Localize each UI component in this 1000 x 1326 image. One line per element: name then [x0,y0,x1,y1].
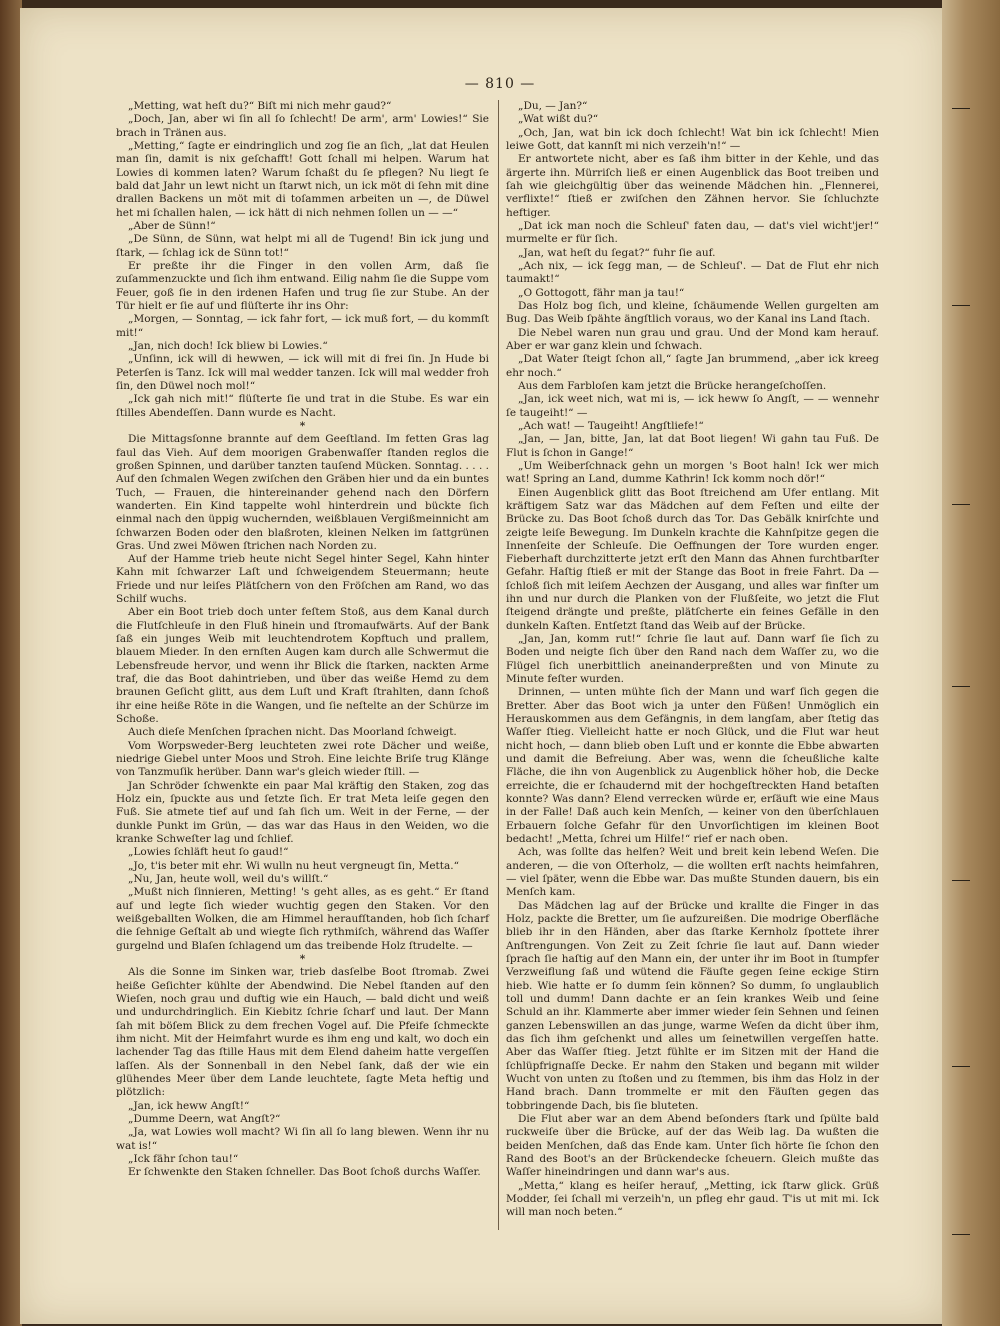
paragraph: „Lowies ſchläft heut ſo gaud!“ [128,846,289,859]
paragraph: Er preßte ihr die Finger in den vollen Arm, daß ſie zuſammenzuckte und ſich ihm entwand. Eilig nahm ſie die Suppe vom Feuer, goß ſie in den irdenen Hafen und trug ſie zur Stube. An der Tür hielt er ſie auf und flüſterte ihr ins Ohr: [116,259,489,312]
paragraph: „Metting,“ ſagte er eindringlich und zog ſie an ſich, „lat dat Heulen man ſin, damit is nix geſchafft! Gott ſchall mi helpen. Warum hat Lowies di kommen laten? Warum ſchaßt du ſe pflegen? Nu liegt ſe bald dat Jahr un lewt nicht un ſtarwt nich, un ick möt di ſehn mit dine drallen Backens un möt mit di toſammen arbeiten un —, de Düwel het mi ſchallen halen, — ick hätt di nich nehmen ſollen un — —“ [116,139,489,219]
paragraph: Er antwortete nicht, aber es ſaß ihm bitter in der Kehle, und das ärgerte ihn. Mürriſch ließ er einen Augenblick das Boot treiben und ſah wie gleichgültig über das weinende Mädchen hin. „Flennerei, verflixte!“ ſtieß er zwiſchen den Zähnen hervor. Sie ſchluchzte heftiger. [506,153,879,219]
paragraph: „Doch, Jan, aber wi ſin all ſo ſchlecht! De arm', arm' Lowies!“ Sie brach in Tränen aus. [116,113,489,139]
paragraph: „Du, — Jan?“ [518,100,588,112]
margin-mark [952,305,970,306]
paragraph: „Unſinn, ick will di hewwen, — ick will mit di frei ſin. Jn Hude bi Peterſen is Tanz. Ick will mal wedder tanzen. Ick will mal wedder froh ſin, den Düwel noch mol!“ [116,353,489,392]
paragraph: „Ick gah nich mit!“ flüſterte ſie und trat in die Stube. Es war ein ſtilles Abendeſſen. Dann wurde es Nacht. [116,393,489,419]
column-divider [498,100,499,1230]
paragraph: „Dumme Deern, wat Angſt?“ [128,1112,281,1125]
paragraph: „Ick fähr ſchon tau!“ [128,1152,239,1165]
paragraph: „Aber de Sünn!“ [128,219,216,232]
paragraph: „Um Weiberſchnack gehn un morgen 's Boot haln! Ick wer mich wat! Spring an Land, dumme Kathrin! Ick komm noch dör!“ [506,459,879,486]
margin-mark [952,686,970,687]
paragraph: Die Nebel waren nun grau und grau. Und der Mond kam herauf. Aber er war ganz klein und ſchwach. [506,326,879,352]
paragraph: „Dat Water ſteigt ſchon all,“ ſagte Jan brummend, „aber ick kreeg ehr noch.“ [506,353,879,379]
paragraph: „Nu, Jan, heute woll, weil du's willſt.“ [128,873,329,886]
paragraph: Einen Augenblick glitt das Boot ſtreichend am Ufer entlang. Mit kräftigem Satz war das Mädchen auf dem Feſten und eilte der Brücke zu. Das Boot ſchoß durch das Tor. Das Gebälk knirſchte und zeigte leiſe Bewegung. Im Dunkeln krachte die Kahnſpitze gegen die Innenſeite der Schleuſe. Die Oeffnungen der Tore wurden enger. Fieberhaft durchzitterte jetzt erſt den Mann das Ahnen furchtbarſter Gefahr. Haſtig ſtieß er mit der Stange das Boot in freie Fahrt. Da — ſchloß ſich mit leiſem Aechzen der Ausgang, und alles war finſter um ihn und nur durch die Planken von der Flußſeite, wo jetzt die Flut ſteigend drängte und preßte, plätſcherte ein feines Gefälle in den dunkeln Kaſten. Entſetzt ſtand das Weib auf der Brücke. [506,486,879,632]
paragraph: Das Holz bog ſich, und kleine, ſchäumende Wellen gurgelten am Bug. Das Weib ſpähte ängſtlich voraus, wo der Kanal ins Land ſtach. [506,299,879,326]
margin-mark [952,108,970,109]
paragraph: „O Gottogott, fähr man ja tau!“ [518,286,685,299]
paragraph: „Metta,“ klang es heiſer herauf, „Metting, ick ſtarw glick. Grüß Modder, ſei ſchall mi verzeih'n, un pfleg ehr gaud. T'is ut mit mi. Ick will man noch beten.“ [506,1179,879,1219]
paragraph: „Jan, Jan, komm rut!“ ſchrie ſie laut auf. Dann warf ſie ſich zu Boden und neigte ſich über den Rand nach dem Waſſer zu, wo die Flügel ſich unerbittlich aneinanderpreßten und von Minute zu Minute feſter wurden. [506,633,879,686]
paragraph: Ach, was ſollte das helfen? Weit und breit kein lebend Weſen. Die anderen, — die von Oſterholz, — die wollten erſt nachts heimfahren, — viel ſpäter, wenn die Ebbe war. Das mußte Stunden dauern, bis ein Menſch kam. [506,846,879,899]
paragraph: „Dat ick man noch die Schleuſ' faten dau, — dat's viel wicht'jer!“ murmelte er für ſich. [506,219,879,246]
paragraph: „Jan, ick weet nich, wat mi is, — ick heww ſo Angſt, — — wennehr ſe taugeiht!“ — [506,393,879,419]
paragraph: Drinnen, — unten mühte ſich der Mann und warf ſich gegen die Bretter. Aber das Boot wich ja unter den Füßen! Unmöglich ein Herauskommen aus dem Gefängnis, in dem langſam, aber ſtetig das Waſſer ſtieg. Vielleicht hatte er noch Glück, und die Flut war heut nicht hoch, — dann blieb oben Luſt und er konnte die Ebbe abwarten und damit die Befreiung. Aber was, wenn die ſcheußliche kalte Fläche, die ihn von Augenblick zu Augenblick höher hob, die Decke erreichte, die er ſchaudernd mit der hochgeſtreckten Hand betaſten konnte? Was dann? Elend verrecken würde er, erſäuft wie eine Maus in der Falle! Daß auch kein Menſch, — keiner von den überſchlauen Erbauern ſolche Gefahr für den Unvorſichtigen im kleinen Boot bedacht! „Metta, ſchrei um Hilfe!“ rief er nach oben. [506,686,879,846]
paragraph: Vom Worpsweder-Berg leuchteten zwei rote Dächer und weiße, niedrige Giebel unter Moos und Stroh. Eine leichte Briſe trug Klänge von Tanzmuſik herüber. Dann war's gleich wieder ſtill. — [116,739,489,779]
paragraph: Auch dieſe Menſchen ſprachen nicht. Das Moorland ſchweigt. [128,726,457,739]
paragraph: „Jan, — Jan, bitte, Jan, lat dat Boot liegen! Wi gahn tau Fuß. De Flut is ſchon in Gange!“ [506,433,879,459]
margin-mark [952,504,970,505]
text-column-left [116,100,489,1180]
margin-mark [952,880,970,881]
paragraph: Die Mittagsſonne brannte auf dem Geeſtland. Im fetten Gras lag faul das Vieh. Auf dem moorigen Grabenwaſſer ſtanden reglos die großen Spinnen, und darüber tanzten tauſend Mücken. Sonntag. . . . . Auf den ſchmalen Wegen zwiſchen den Gräben hier und da ein buntes Tuch, — Frauen, die hintereinander gehend nach den Dörfern wanderten. Ein Kind tappelte wohl hinterdrein und bückte ſich einmal nach den üppig wuchernden, weißblauen Vergißmeinnicht am ſchwarzen Boden oder den blaßroten, kleinen Nelken im ſattgrünen Gras. Und zwei Möwen ſtrichen nach Norden zu. [116,433,490,552]
section-separator: * [299,419,306,432]
paragraph: Aber ein Boot trieb doch unter feſtem Stoß, aus dem Kanal durch die Flutſchleuſe in den Fluß hinein und ſtromaufwärts. Auf der Bank ſaß ein junges Weib mit leuchtendrotem Kopftuch und prallem, blauem Mieder. In den ernſten Augen kam durch alle Schwermut die Lebensfreude hervor, und wenn ihr Blick die ſtarken, nackten Arme traf, die das Boot dahintrieben, und über das weiße Hemd zu dem braunen Geſicht glitt, aus dem Luſt und Kraft ſtrahlten, dann ſchoß ihr eine heiße Röte in die Wangen, und ſie neſtelte an der Schürze im Schoße. [116,606,489,726]
paragraph: „Och, Jan, wat bin ick doch ſchlecht! Wat bin ick ſchlecht! Mien leiwe Gott, dat kannſt mi nich verzeih'n!“ — [506,126,879,152]
paragraph: „Jan, nich doch! Ick bliew bi Lowies.“ [128,339,328,352]
paragraph: Er ſchwenkte den Staken ſchneller. Das Boot ſchoß durchs Waſſer. [128,1166,481,1179]
paragraph: Aus dem Farbloſen kam jetzt die Brücke herangeſchoſſen. [518,379,827,392]
paragraph: „Ja, wat Lowies woll macht? Wi ſin all ſo lang blewen. Wenn ihr nu wat is!“ [116,1126,489,1152]
paragraph: „De Sünn, de Sünn, wat helpt mi all de Tugend! Bin ick jung und ſtark, — ſchlag ick de Sünn tot!“ [116,233,489,259]
left-page-edge [0,0,22,1326]
paragraph: „Morgen, — Sonntag, — ick fahr fort, — ick muß fort, — du kommſt mit!“ [116,313,489,339]
paragraph: „Wat wißt du?“ [518,113,599,126]
paragraph: „Jan, wat heſt du ſegat?“ fuhr ſie auf. [518,246,716,259]
margin-mark [952,1066,970,1067]
margin-mark [952,1234,970,1235]
paragraph: „Jan, ick heww Angſt!“ [128,1099,250,1112]
section-separator: * [299,953,306,965]
paragraph: „Metting, wat heſt du?“ Biſt mi nich mehr gaud?“ [128,100,392,112]
text-column-right [506,100,879,1220]
paragraph: „Ach wat! — Taugeiht! Angſtliefe!“ [518,419,704,432]
paragraph: Das Mädchen lag auf der Brücke und krallte die Finger in das Holz, packte die Bretter, um ſie aufzureißen. Die modrige Oberfläche blieb ihr in den Händen, aber das ſtarke Kernholz ſpottete ihrer Anſtrengungen. Von Zeit zu Zeit ſchrie ſie laut auf. Dann wieder ſprach ſie haſtig auf den Mann ein, der unter ihr im Boot in ſtumpfer Verzweiflung ſaß und wütend die Fäuſte gegen ſeine eckige Stirn hieb. Wie hatte er ſo dumm ſein können? So dumm, ſo unglaublich toll und dumm! Dann dachte er an ſein krankes Weib und ſeine Schuld an ihr. Klammerte aber immer wieder ſein Sehnen und ſeinen ganzen Lebenswillen an das junge, warme Weſen da dicht über ihm, das ſich ihm geſchenkt und alles um ſeinetwillen vergeſſen hatte. Aber das Waſſer ſtieg. Jetzt fühlte er im Sitzen mit der Hand die ſchlüpfrignaſſe Decke. Er nahm den Staken und begann mit wilder Wucht von unten zu ſtoßen und zu ſtemmen, bis ihm das Holz in der Hand brach. Dann trommelte er mit den Fäuſten gegen das tobbringende Dach, bis ſie bluteten. [506,899,879,1112]
paragraph: „Jo, t'is beter mit ehr. Wi wulln nu heut vergneugt ſin, Metta.“ [128,859,459,872]
book-spine [942,0,1000,1326]
paragraph: „Mußt nich ſinnieren, Metting! 's geht alles, as es geht.“ Er ſtand auf und legte ſich wieder wuchtig gegen den Staken. Vor den weißgeballten Wolken, die am Himmel heraufſtanden, hob ſich ſcharf die ſehnige Geſtalt ab und wiegte ſich rythmiſch, während das Waſſer gurgelnd und Blaſen ſchlagend um das treibende Holz ſtrudelte. — [116,886,489,952]
paragraph: Auf der Hamme trieb heute nicht Segel hinter Segel, Kahn hinter Kahn mit ſchwarzer Laſt und ſchweigendem Steuermann; heute Friede und nur leiſes Plätſchern von den Fröſchen am Rand, wo das Schilf wuchs. [116,553,489,606]
paragraph: „Ach nix, — ick ſegg man, — de Schleuſ'. — Dat de Flut ehr nich taumakt!“ [506,259,879,286]
paragraph: Jan Schröder ſchwenkte ein paar Mal kräftig den Staken, zog das Holz ein, ſpuckte aus und ſetzte ſich. Er trat Meta leiſe gegen den Fuß. Sie atmete tief auf und ſah ſich um. Weit in der Ferne, — der dunkle Punkt im Grün, — das war das Haus in den Weiden, wo die kranke Schweſter lag und ſchlief. [116,779,489,846]
page-number: — 810 — [464,76,536,92]
paragraph: Als die Sonne im Sinken war, trieb dasſelbe Boot ſtromab. Zwei heiße Geſichter kühlte der Abendwind. Die Nebel ſtanden auf den Wieſen, noch grau und duftig wie ein Hauch, — bald dicht und weiß und undurchdringlich. Ein Kiebitz ſchrie ſcharf und laut. Der Mann ſah mit böſem Blick zu dem frechen Vogel auf. Die Pfeife ſchmeckte ihm nicht. Mit der Heimfahrt wurde es ihm eng und kalt, wo doch ein lachender Tag das ſtille Haus mit dem Elend daheim hatte vergeſſen laſſen. Als der Sonnenball in den Nebel ſank, daß der wie ein glühendes Meer über dem Lande leuchtete, ſagte Meta heftig und plötzlich: [116,966,489,1099]
paragraph: Die Flut aber war an dem Abend beſonders ſtark und ſpülte bald ruckweiſe über die Brücke, auf der das Weib lag. Da wußten die beiden Menſchen, daß das Ende kam. Unter ſich hörte ſie ſchon den Rand des Boot's an der Brückendecke ſcheuern. Gleich mußte das Waſſer hineindringen und dann war's aus. [506,1112,879,1179]
